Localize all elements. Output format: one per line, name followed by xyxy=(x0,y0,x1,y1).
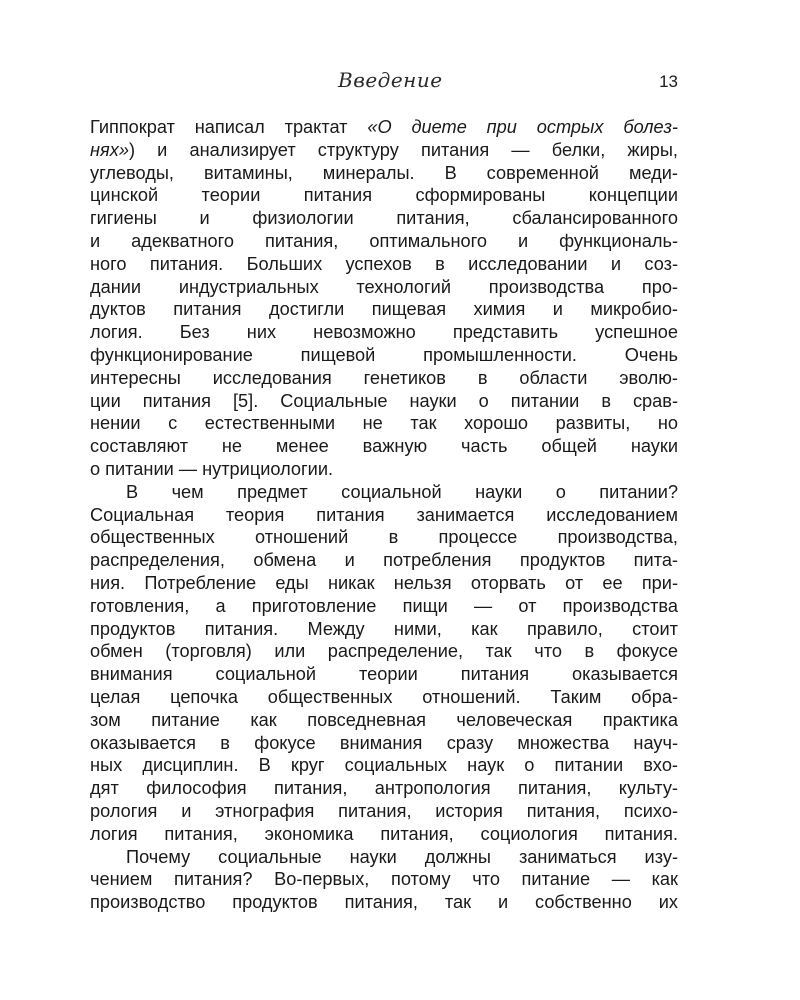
text-line: нении с естественными не так хорошо развиты, но xyxy=(90,413,678,434)
text-line: логия питания, экономика питания, социология питания. xyxy=(90,823,678,844)
text-line: дят философия питания, антропология питания, культу- xyxy=(90,778,678,799)
section-title: Введение xyxy=(338,68,443,92)
running-head xyxy=(90,68,678,104)
page-number: 13 xyxy=(659,72,678,91)
text-line: ния. Потребление еды никак нельзя оторвать от ее при- xyxy=(90,572,678,593)
text-line: оказывается в фокусе внимания сразу множества науч- xyxy=(90,732,678,753)
text-line: составляют не менее важную часть общей науки xyxy=(90,436,678,457)
text-line: целая цепочка общественных отношений. Таким обра- xyxy=(90,686,678,707)
text-line: цинской теории питания сформированы концепции xyxy=(90,185,678,206)
paragraph-2 xyxy=(90,481,678,846)
text-line: ных дисциплин. В круг социальных наук о питании вхо- xyxy=(90,755,678,776)
text-line: зом питание как повседневная человеческая практика xyxy=(90,709,678,730)
text-line: распределения, обмена и потребления продуктов пита- xyxy=(90,550,678,571)
text-line: интересны исследования генетиков в области эволю- xyxy=(90,367,678,388)
italic-title: «О диете при острых болез- xyxy=(367,117,678,137)
text-line: внимания социальной теории питания оказывается xyxy=(90,664,678,685)
text-line: логия. Без них невозможно представить успешное xyxy=(90,322,678,343)
text-line: и адекватного питания, оптимального и функциональ- xyxy=(90,230,678,251)
text-line: готовления, а приготовление пищи — от производства xyxy=(90,595,678,616)
text-line: о питании — нутрициологии. xyxy=(90,458,334,479)
line-text: ) и анализирует структуру питания — белки, жиры, xyxy=(128,139,678,160)
text-line: обмен (торговля) или распределение, так что в фокусе xyxy=(90,641,678,662)
line-text: Гиппократ написал трактат xyxy=(90,117,368,137)
text-line: общественных отношений в процессе производства, xyxy=(90,527,678,548)
text-line: рология и этнография питания, история питания, психо- xyxy=(90,800,678,821)
text-line: дуктов питания достигли пищевая химия и микробио- xyxy=(90,299,678,320)
text-line: гигиены и физиологии питания, сбалансированного xyxy=(90,208,678,229)
text-line: В чем предмет социальной науки о питании? xyxy=(126,481,678,502)
body-text xyxy=(90,116,678,914)
text-line: дании индустриальных технологий производства про- xyxy=(90,276,678,297)
text-line xyxy=(90,116,678,139)
text-line: ции питания [5]. Социальные науки о питании в срав- xyxy=(90,390,678,411)
text-line: ного питания. Больших успехов в исследовании и соз- xyxy=(90,253,678,274)
text-line: продуктов питания. Между ними, как правило, стоит xyxy=(90,618,678,639)
text-line: углеводы, витамины, минералы. В современной меди- xyxy=(90,162,678,183)
text-line xyxy=(90,139,678,162)
paragraph-3 xyxy=(90,846,678,914)
text-line: функционирование пищевой промышленности. Очень xyxy=(90,344,678,365)
text-line: Почему социальные науки должны заниматься изу- xyxy=(126,846,678,867)
paragraph-1 xyxy=(90,116,678,481)
text-line: чением питания? Во-первых, потому что питание — как xyxy=(90,869,678,890)
italic-title: нях» xyxy=(90,139,129,160)
text-line: Социальная теория питания занимается исследованием xyxy=(90,504,678,525)
text-line: производство продуктов питания, так и собственно их xyxy=(90,892,678,913)
